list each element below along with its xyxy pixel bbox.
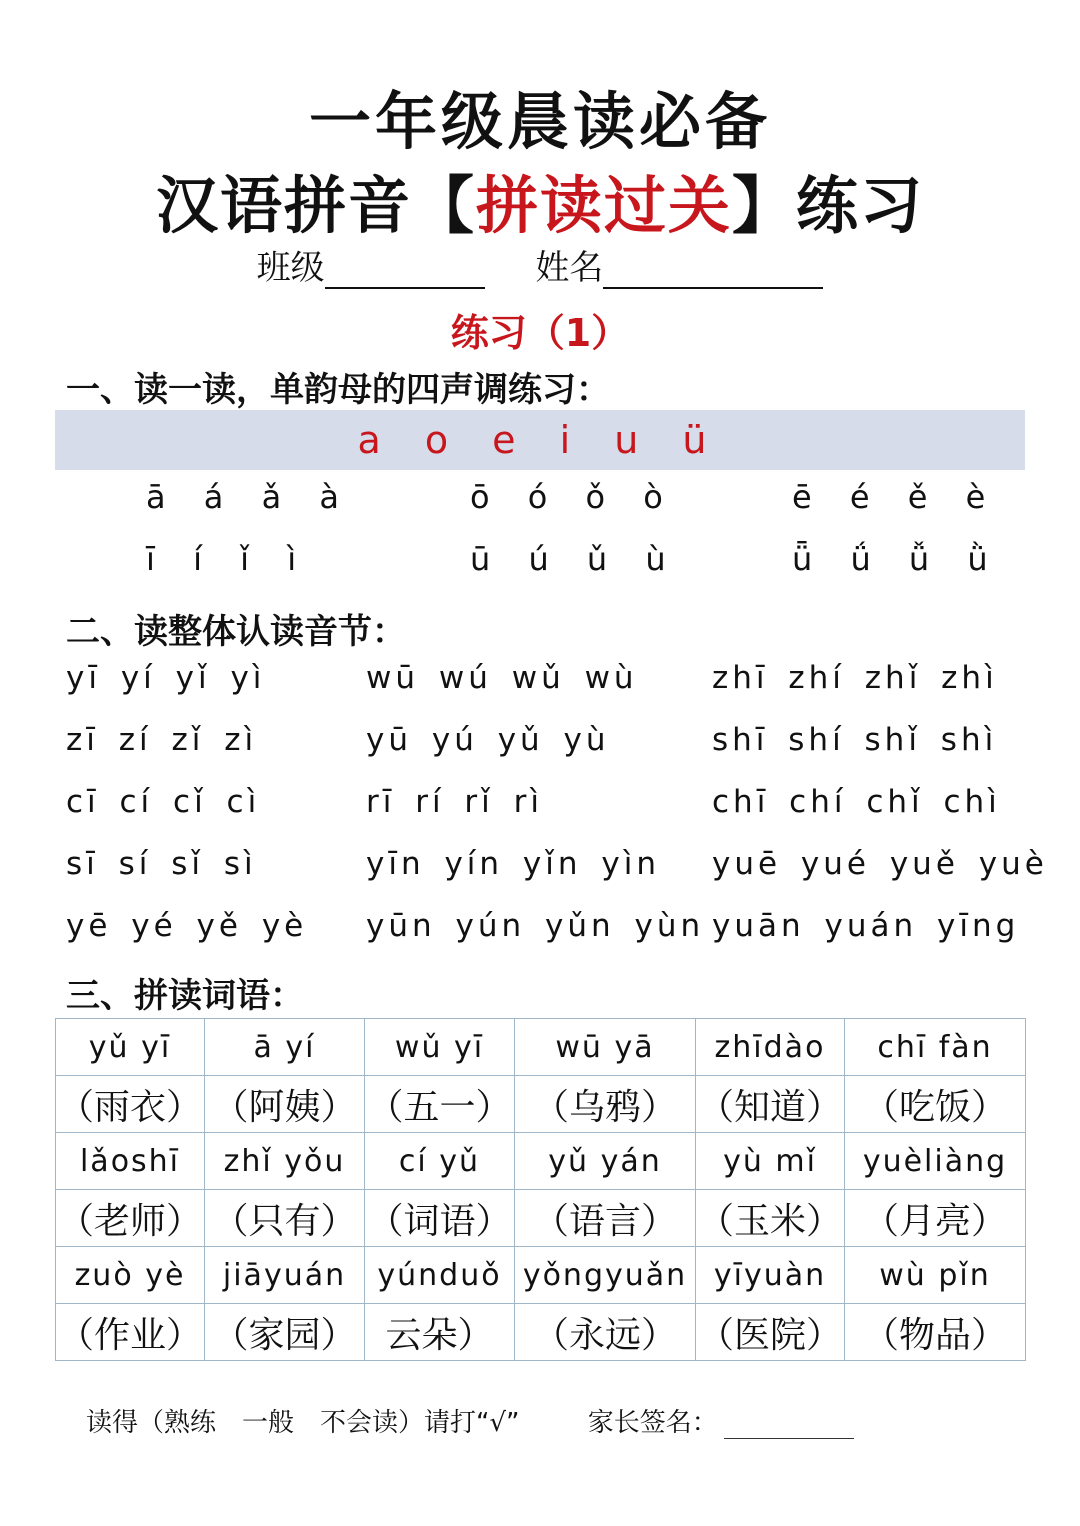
hanzi-cell: （物品） <box>845 1304 1026 1361</box>
syllable-group: shī shí shǐ shì <box>712 722 998 758</box>
title-prefix: 汉语拼音【 <box>155 169 476 242</box>
section1-heading: 一、读一读，单韵母的四声调练习： <box>66 370 610 410</box>
syllable-group: cī cí cǐ cì <box>66 784 261 820</box>
syllable-row <box>0 784 1080 828</box>
pinyin-cell: jiāyuán <box>205 1247 365 1304</box>
name-label: 姓名 <box>535 248 604 288</box>
pinyin-cell: yúnduǒ <box>365 1247 515 1304</box>
student-info-line <box>0 240 1080 289</box>
hanzi-cell: （作业） <box>56 1304 205 1361</box>
syllable-group: yūn yún yǔn yùn <box>366 908 705 944</box>
syllable-group: chī chí chǐ chì <box>712 784 1001 820</box>
tone-group: ū ú ǔ ù <box>470 540 680 578</box>
pinyin-cell: ā yí <box>205 1019 365 1076</box>
pinyin-cell: cí yǔ <box>365 1133 515 1190</box>
footer <box>86 1402 854 1439</box>
hanzi-row <box>56 1304 1026 1361</box>
hanzi-cell: （语言） <box>515 1190 696 1247</box>
pinyin-cell: zuò yè <box>56 1247 205 1304</box>
pinyin-cell: yǒngyuǎn <box>515 1247 696 1304</box>
hanzi-cell: （玉米） <box>696 1190 845 1247</box>
pinyin-cell: yǔ yī <box>56 1019 205 1076</box>
hanzi-cell: （词语） <box>365 1190 515 1247</box>
syllable-group: yuān yuán yīng <box>712 908 1020 944</box>
syllable-row <box>0 846 1080 890</box>
syllable-group: zī zí zǐ zì <box>66 722 258 758</box>
vowel-bar: a o e i u ü <box>55 410 1025 470</box>
hanzi-row <box>56 1076 1026 1133</box>
hanzi-cell: 云朵） <box>365 1304 515 1361</box>
hanzi-row <box>56 1190 1026 1247</box>
word-table <box>55 1018 1026 1361</box>
hanzi-cell: （只有） <box>205 1190 365 1247</box>
hanzi-cell: （永远） <box>515 1304 696 1361</box>
tone-group: ē é ě è <box>792 478 1000 516</box>
title-suffix: 】练习 <box>732 169 925 242</box>
syllable-row <box>0 908 1080 952</box>
syllable-row <box>0 722 1080 766</box>
pinyin-cell: wū yā <box>515 1019 696 1076</box>
section3-heading: 三、拼读词语： <box>66 976 304 1016</box>
class-blank[interactable] <box>325 257 485 289</box>
title-line2 <box>0 156 1080 245</box>
tone-row <box>0 540 1080 580</box>
hanzi-cell: （雨衣） <box>56 1076 205 1133</box>
hanzi-cell: （医院） <box>696 1304 845 1361</box>
pinyin-row <box>56 1247 1026 1304</box>
tone-group: ō ó ǒ ò <box>470 478 677 516</box>
class-label: 班级 <box>256 248 325 288</box>
hanzi-cell: （家园） <box>205 1304 365 1361</box>
title-highlight: 拼读过关 <box>475 169 732 242</box>
tone-row <box>0 478 1080 518</box>
pinyin-cell: zhīdào <box>696 1019 845 1076</box>
tone-group: ī í ǐ ì <box>146 540 311 578</box>
hanzi-cell: （五一） <box>365 1076 515 1133</box>
syllable-group: sī sí sǐ sì <box>66 846 257 882</box>
reading-level-prompt: 读得（熟练 一般 不会读）请打“√” <box>86 1408 520 1438</box>
tone-group: ā á ǎ à <box>146 478 353 516</box>
syllable-group: yū yú yǔ yù <box>366 722 610 758</box>
hanzi-cell: （知道） <box>696 1076 845 1133</box>
pinyin-cell: wù pǐn <box>845 1247 1026 1304</box>
practice-label: 练习（1） <box>450 311 630 355</box>
name-blank[interactable] <box>603 257 823 289</box>
syllable-group: yuē yué yuě yuè <box>712 846 1048 882</box>
syllable-group: yē yé yě yè <box>66 908 308 944</box>
pinyin-cell: chī fàn <box>845 1019 1026 1076</box>
hanzi-cell: （阿姨） <box>205 1076 365 1133</box>
section2-heading: 二、读整体认读音节： <box>66 612 406 652</box>
syllable-group: rī rí rǐ rì <box>366 784 543 820</box>
pinyin-row <box>56 1019 1026 1076</box>
pinyin-row <box>56 1133 1026 1190</box>
hanzi-cell: （老师） <box>56 1190 205 1247</box>
parent-signature-label: 家长签名： <box>587 1408 718 1438</box>
title-line1: 一年级晨读必备 <box>308 85 771 158</box>
hanzi-cell: （吃饭） <box>845 1076 1026 1133</box>
pinyin-cell: lǎoshī <box>56 1133 205 1190</box>
syllable-row <box>0 660 1080 704</box>
hanzi-cell: （乌鸦） <box>515 1076 696 1133</box>
tone-group: ǖ ǘ ǚ ǜ <box>792 540 1002 578</box>
syllable-group: yī yí yǐ yì <box>66 660 266 696</box>
syllable-group: yīn yín yǐn yìn <box>366 846 660 882</box>
pinyin-cell: yù mǐ <box>696 1133 845 1190</box>
pinyin-cell: yīyuàn <box>696 1247 845 1304</box>
pinyin-cell: yuèliàng <box>845 1133 1026 1190</box>
hanzi-cell: （月亮） <box>845 1190 1026 1247</box>
parent-signature-blank[interactable] <box>724 1412 854 1439</box>
pinyin-cell: yǔ yán <box>515 1133 696 1190</box>
syllable-group: wū wú wǔ wù <box>366 660 638 696</box>
pinyin-cell: zhǐ yǒu <box>205 1133 365 1190</box>
syllable-group: zhī zhí zhǐ zhì <box>712 660 998 696</box>
pinyin-cell: wǔ yī <box>365 1019 515 1076</box>
